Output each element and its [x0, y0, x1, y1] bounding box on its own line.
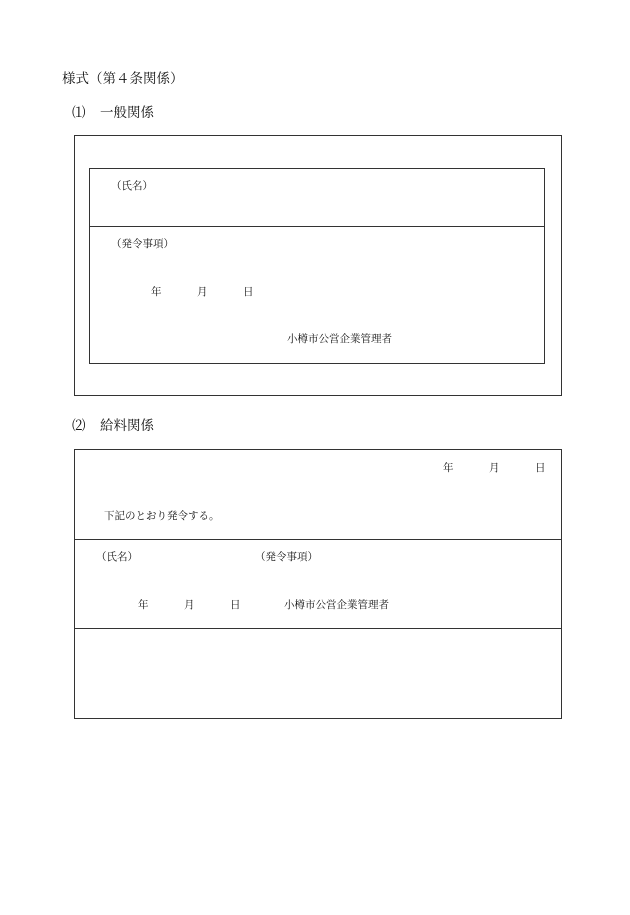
- section-1-month-label: 月: [197, 286, 208, 298]
- section-2-name-label: （氏名）: [96, 551, 138, 563]
- section-1-matter-label: （発令事項）: [111, 238, 174, 250]
- section-2-heading: [72, 420, 154, 434]
- section-2-statement: 下記のとおり発令する。: [104, 510, 220, 522]
- form-title: 様式（第４条関係）: [62, 71, 184, 87]
- section-2-title: 給料関係: [100, 418, 154, 434]
- section-2-frame: [74, 449, 562, 719]
- section-1-name-label: （氏名）: [111, 180, 153, 192]
- section-1-divider: [89, 226, 545, 227]
- section-2-matter-label: （発令事項）: [255, 551, 318, 563]
- section-2-issuer: 小樽市公営企業管理者: [284, 599, 389, 611]
- section-1-year-label: 年: [151, 286, 162, 298]
- section-1-number: ⑴: [72, 105, 86, 121]
- section-1-title: 一般関係: [100, 105, 154, 121]
- section-2-top-month-label: 月: [489, 462, 500, 474]
- section-2-divider-1: [74, 539, 562, 540]
- section-2-day-label: 日: [230, 599, 241, 611]
- section-1-issuer: 小樽市公営企業管理者: [287, 333, 392, 345]
- section-2-top-year-label: 年: [443, 462, 454, 474]
- section-2-top-day-label: 日: [535, 462, 546, 474]
- section-2-number: ⑵: [72, 418, 86, 434]
- section-2-month-label: 月: [184, 599, 195, 611]
- section-1-day-label: 日: [243, 286, 254, 298]
- section-2-year-label: 年: [138, 599, 149, 611]
- section-1-heading: [72, 107, 154, 121]
- section-2-divider-2: [74, 628, 562, 629]
